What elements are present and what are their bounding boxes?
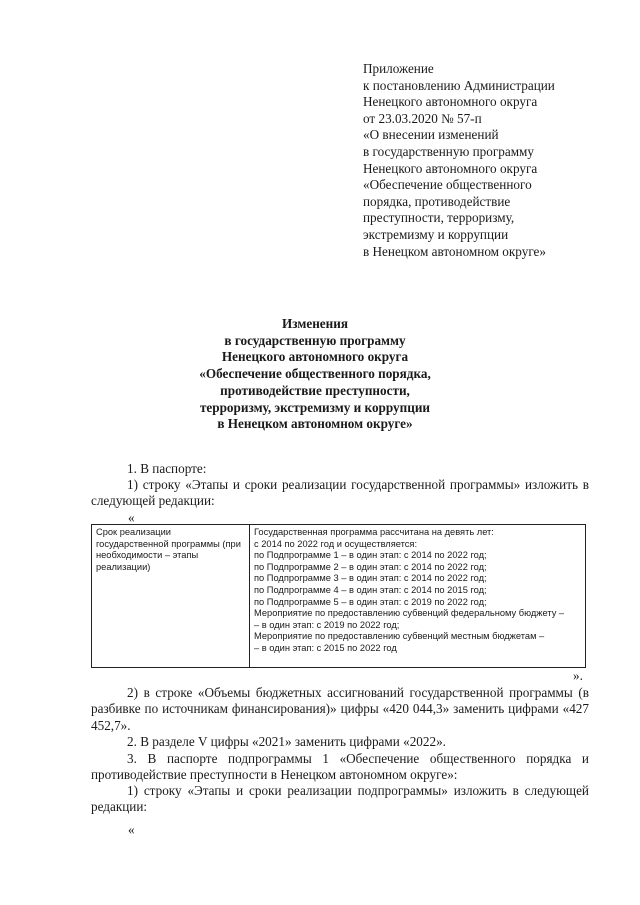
title-line: Ненецкого автономного округа	[221, 349, 409, 365]
table-line: по Подпрограмме 3 – в один этап: с 2014 по 2022 год;	[254, 573, 487, 584]
appendix-line: в Ненецком автономном округе»	[363, 243, 547, 259]
appendix-line: Ненецкого автономного округа	[363, 94, 538, 110]
paragraph-3: 2) в строке «Объемы бюджетных ассигнований государственной программы (в разбивке по источникам финансирования)» цифры «420 044,3» заменить цифрами «427 452,7».	[91, 685, 589, 733]
table-value-cell	[250, 525, 585, 667]
stages-table	[91, 524, 586, 668]
appendix-line: к постановлению Администрации	[363, 77, 555, 93]
paragraph-2: 1) строку «Этапы и сроки реализации государственной программы» изложить в следующей редакции:	[91, 477, 589, 509]
paragraph-4: 2. В разделе V цифры «2021» заменить цифрами «2022».	[127, 734, 446, 749]
appendix-line: Приложение	[363, 61, 434, 76]
appendix-line: от 23.03.2020 № 57-п	[363, 110, 482, 126]
table-label-cell: Срок реализации государственной программы (при необходимости – этапы реализации)	[92, 525, 250, 667]
appendix-line: Ненецкого автономного округа	[363, 160, 538, 176]
appendix-line: в государственную программу	[363, 143, 534, 159]
table-line: Государственная программа рассчитана на девять лет:	[254, 527, 494, 537]
appendix-header	[363, 61, 633, 260]
title-line: Изменения	[282, 316, 348, 331]
title-line: «Обеспечение общественного порядка,	[199, 366, 431, 382]
title-line: в Ненецком автономном округе»	[217, 416, 413, 432]
document-title	[150, 316, 480, 433]
table-line: по Подпрограмме 1 – в один этап: с 2014 по 2022 год;	[254, 550, 487, 561]
title-line: терроризму, экстремизму и коррупции	[199, 399, 431, 415]
appendix-line: «Обеспечение общественного	[363, 177, 532, 193]
appendix-line: преступности, терроризму,	[363, 210, 515, 226]
table-line: – в один этап: с 2015 по 2022 год	[254, 642, 397, 653]
table-line: – в один этап: с 2019 по 2022 год;	[254, 619, 400, 630]
title-line: противодействие преступности,	[220, 382, 410, 398]
paragraph-6: 1) строку «Этапы и сроки реализации подпрограммы» изложить в следующей редакции:	[91, 783, 589, 815]
appendix-line: экстремизму и коррупции	[363, 226, 509, 242]
table-line: по Подпрограмме 2 – в один этап: с 2014 по 2022 год;	[254, 561, 487, 572]
title-line: в государственную программу	[224, 332, 406, 348]
appendix-line: порядка, противодействие	[363, 193, 511, 209]
paragraph-5: 3. В паспорте подпрограммы 1 «Обеспечение общественного порядка и противодействие преступности в Ненецком автономном округе»:	[91, 751, 589, 783]
table-line: Мероприятие по предоставлению субвенций федеральному бюджету –	[254, 608, 565, 619]
appendix-line: «О внесении изменений	[363, 127, 499, 143]
open-quote: «	[128, 510, 135, 525]
open-quote: «	[128, 822, 135, 837]
close-quote: ».	[573, 668, 583, 683]
paragraph-1: 1. В паспорте:	[127, 461, 207, 476]
table-line: с 2014 по 2022 год и осуществляется:	[254, 538, 418, 549]
table-line: Мероприятие по предоставлению субвенций местным бюджетам –	[254, 631, 545, 642]
table-line: по Подпрограмме 4 – в один этап: с 2014 по 2015 год;	[254, 584, 487, 595]
table-line: по Подпрограмме 5 – в один этап: с 2019 по 2022 год;	[254, 596, 487, 607]
